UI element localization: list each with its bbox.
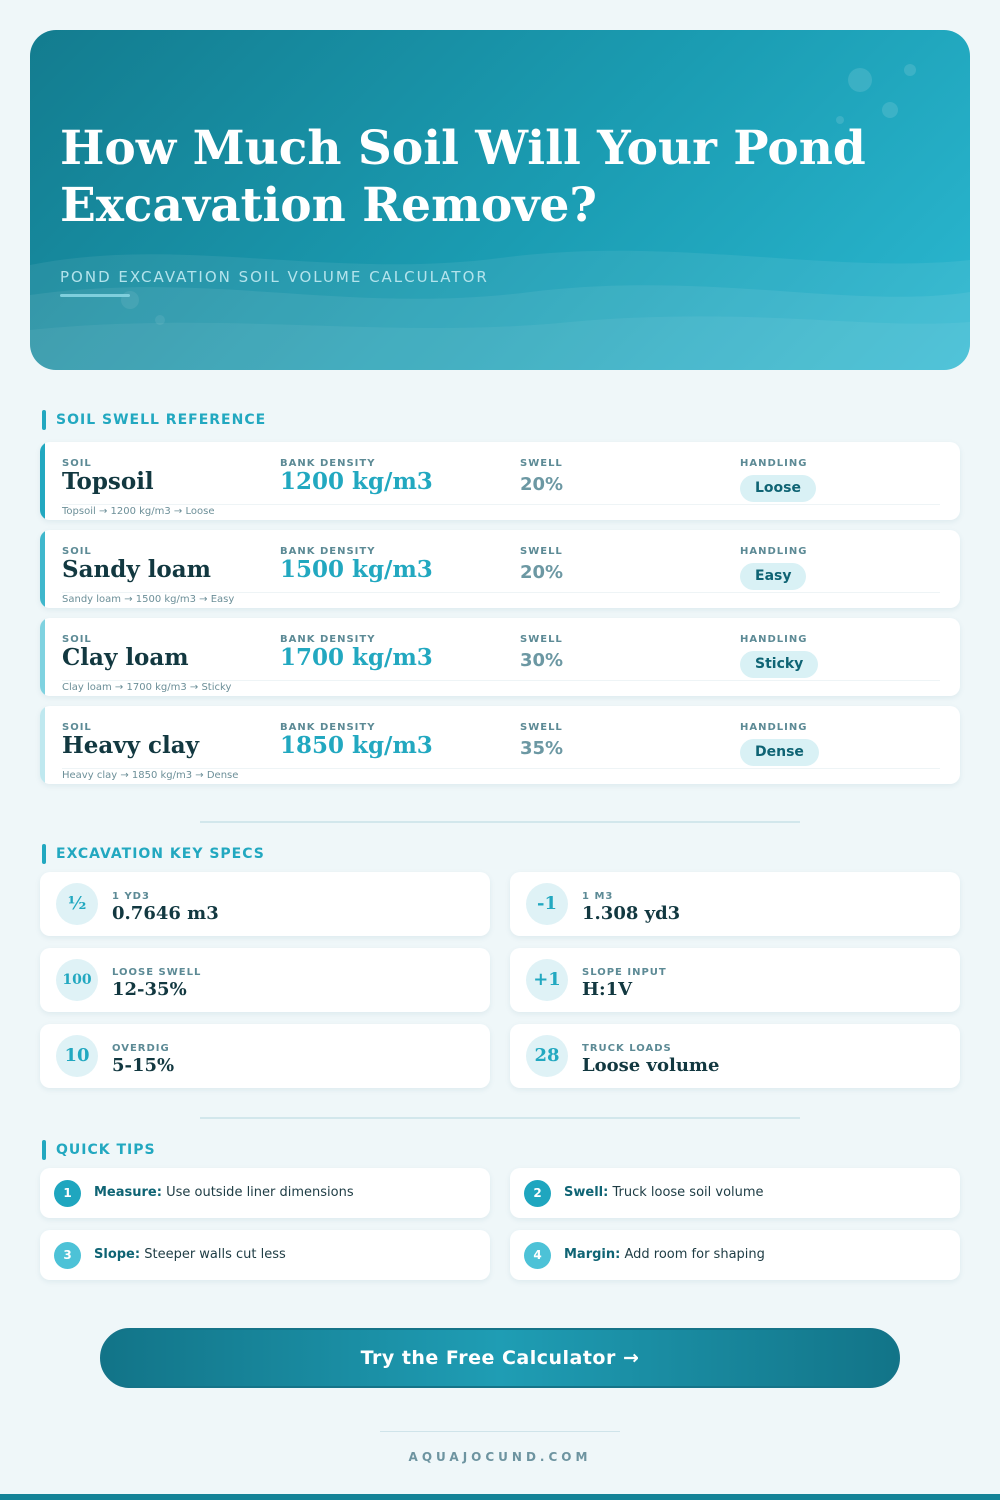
spec-value: H:1V: [582, 979, 633, 1000]
heading-bar: [42, 410, 46, 430]
spec-icon: 10: [56, 1035, 98, 1077]
row-accent: [40, 618, 45, 696]
tip-number-badge: 2: [524, 1180, 551, 1207]
footer-divider: [380, 1431, 620, 1432]
handling-badge: Loose: [740, 475, 816, 502]
section-heading-text: QUICK TIPS: [56, 1142, 156, 1158]
handling-badge: Sticky: [740, 651, 818, 678]
bottom-bar: [0, 1494, 1000, 1500]
spec-icon: ½: [56, 883, 98, 925]
tip-card: [510, 1230, 960, 1280]
subtitle-underline: [60, 294, 130, 297]
section-heading-text: SOIL SWELL REFERENCE: [56, 412, 267, 428]
section-heading-text: EXCAVATION KEY SPECS: [56, 846, 265, 862]
try-calculator-button[interactable]: Try the Free Calculator →: [100, 1328, 900, 1388]
soil-name: Sandy loam: [62, 556, 212, 583]
spec-label: LOOSE SWELL: [112, 967, 202, 978]
label-soil: SOIL: [62, 722, 92, 733]
heading-bar: [42, 1140, 46, 1160]
tip-key: Slope:: [94, 1247, 141, 1262]
tip-number-badge: 3: [54, 1242, 81, 1269]
bank-density-value: 1200 kg/m3: [280, 468, 433, 495]
tip-number-badge: 4: [524, 1242, 551, 1269]
spec-icon: 100: [56, 959, 98, 1001]
tip-text: [564, 1247, 765, 1262]
section-heading-soil: [42, 410, 266, 430]
section-divider: [200, 821, 800, 823]
label-handling: HANDLING: [740, 458, 808, 469]
label-bank-density: BANK DENSITY: [280, 634, 376, 645]
tip-body: Use outside liner dimensions: [166, 1185, 354, 1200]
tip-text: [94, 1247, 286, 1262]
swell-value: 35%: [520, 738, 564, 759]
soil-name: Topsoil: [62, 468, 154, 495]
row-rule: [62, 504, 940, 505]
spec-card: [40, 948, 490, 1012]
spec-value: 0.7646 m3: [112, 903, 219, 924]
tip-body: Steeper walls cut less: [144, 1247, 286, 1262]
tip-card: [40, 1168, 490, 1218]
section-heading-tips: [42, 1140, 156, 1160]
row-caption: Sandy loam → 1500 kg/m3 → Easy: [62, 594, 235, 605]
spec-value: 12-35%: [112, 979, 187, 1000]
spec-label: 1 YD3: [112, 891, 150, 902]
soil-row: [40, 530, 960, 608]
soil-row: [40, 706, 960, 784]
spec-label: TRUCK LOADS: [582, 1043, 672, 1054]
footer-site-link[interactable]: AQUAJOCUND.COM: [408, 1450, 592, 1464]
spec-value: Loose volume: [582, 1055, 720, 1076]
spec-value: 1.308 yd3: [582, 903, 681, 924]
bank-density-value: 1850 kg/m3: [280, 732, 433, 759]
heading-bar: [42, 844, 46, 864]
spec-icon: -1: [526, 883, 568, 925]
tip-key: Measure:: [94, 1185, 162, 1200]
row-accent: [40, 706, 45, 784]
swell-value: 30%: [520, 650, 564, 671]
soil-row: [40, 618, 960, 696]
tip-text: [94, 1185, 354, 1200]
page-subtitle: POND EXCAVATION SOIL VOLUME CALCULATOR: [60, 268, 489, 286]
tip-body: Truck loose soil volume: [612, 1185, 764, 1200]
label-bank-density: BANK DENSITY: [280, 458, 376, 469]
soil-name: Heavy clay: [62, 732, 200, 759]
row-accent: [40, 530, 45, 608]
label-soil: SOIL: [62, 458, 92, 469]
tip-body: Add room for shaping: [624, 1247, 765, 1262]
label-bank-density: BANK DENSITY: [280, 546, 376, 557]
spec-card: [40, 1024, 490, 1088]
soil-row: [40, 442, 960, 520]
section-divider: [200, 1117, 800, 1119]
section-heading-specs: [42, 844, 265, 864]
tip-number-badge: 1: [54, 1180, 81, 1207]
label-soil: SOIL: [62, 546, 92, 557]
tip-card: [40, 1230, 490, 1280]
row-caption: Clay loam → 1700 kg/m3 → Sticky: [62, 682, 232, 693]
label-handling: HANDLING: [740, 634, 808, 645]
label-swell: SWELL: [520, 634, 563, 645]
spec-label: OVERDIG: [112, 1043, 170, 1054]
row-rule: [62, 680, 940, 681]
label-handling: HANDLING: [740, 546, 808, 557]
hero-banner: [30, 30, 970, 370]
spec-card: [40, 872, 490, 936]
bank-density-value: 1700 kg/m3: [280, 644, 433, 671]
spec-card: [510, 948, 960, 1012]
tip-card: [510, 1168, 960, 1218]
spec-label: SLOPE INPUT: [582, 967, 667, 978]
spec-icon: +1: [526, 959, 568, 1001]
swell-value: 20%: [520, 474, 564, 495]
row-accent: [40, 442, 45, 520]
tip-key: Margin:: [564, 1247, 621, 1262]
label-bank-density: BANK DENSITY: [280, 722, 376, 733]
row-caption: Topsoil → 1200 kg/m3 → Loose: [62, 506, 215, 517]
label-soil: SOIL: [62, 634, 92, 645]
page-title: How Much Soil Will Your Pond Excavation Remove?: [60, 121, 866, 233]
label-swell: SWELL: [520, 546, 563, 557]
label-swell: SWELL: [520, 458, 563, 469]
handling-badge: Dense: [740, 739, 819, 766]
spec-label: 1 M3: [582, 891, 614, 902]
spec-value: 5-15%: [112, 1055, 175, 1076]
spec-card: [510, 1024, 960, 1088]
spec-card: [510, 872, 960, 936]
row-rule: [62, 592, 940, 593]
swell-value: 20%: [520, 562, 564, 583]
row-caption: Heavy clay → 1850 kg/m3 → Dense: [62, 770, 239, 781]
soil-name: Clay loam: [62, 644, 189, 671]
spec-icon: 28: [526, 1035, 568, 1077]
row-rule: [62, 768, 940, 769]
tip-key: Swell:: [564, 1185, 609, 1200]
label-handling: HANDLING: [740, 722, 808, 733]
handling-badge: Easy: [740, 563, 806, 590]
bank-density-value: 1500 kg/m3: [280, 556, 433, 583]
tip-text: [564, 1185, 764, 1200]
label-swell: SWELL: [520, 722, 563, 733]
